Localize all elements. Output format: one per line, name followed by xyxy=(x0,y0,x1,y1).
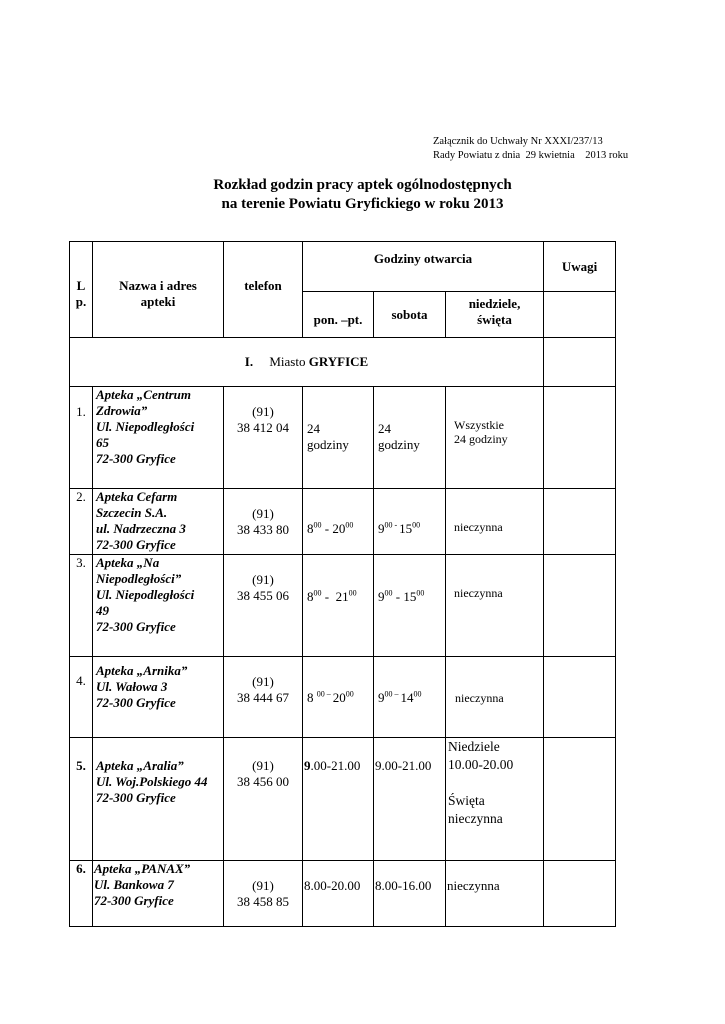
header-lp-line-2: p. xyxy=(75,294,87,309)
name-line: Szczecin S.A. xyxy=(96,505,168,520)
row-lp xyxy=(70,861,93,927)
header-notes-label: Uwagi xyxy=(561,259,598,274)
phone-number: 38 412 04 xyxy=(237,420,289,435)
hour-value: 21 xyxy=(335,589,349,604)
pharmacy-name xyxy=(93,555,224,657)
pharmacy-name xyxy=(93,489,224,555)
hour-bold: 9 xyxy=(304,758,311,773)
section-row xyxy=(70,338,544,387)
phone-area: (91) xyxy=(252,572,274,587)
table-row xyxy=(70,489,616,555)
header-name-line-1: Nazwa i adres xyxy=(119,278,197,293)
phone-area: (91) xyxy=(252,674,274,689)
header-lp xyxy=(70,242,93,338)
section-number: I. xyxy=(244,354,254,369)
minute-value: 00 xyxy=(313,588,322,598)
hour-value: 8 xyxy=(307,521,314,536)
saturday-hours xyxy=(374,489,446,555)
name-line: 49 xyxy=(96,603,109,618)
name-line: Apteka „Aralia” xyxy=(96,758,184,773)
saturday-hours xyxy=(374,387,446,489)
separator: - xyxy=(321,589,336,604)
hour-value: 15 xyxy=(399,521,413,536)
name-line: Ul. Bankowa 7 xyxy=(94,877,174,892)
row-lp-value: 4. xyxy=(76,673,86,688)
phone-number: 38 455 06 xyxy=(237,588,289,603)
minute-value: 00 xyxy=(348,588,357,598)
saturday-hours xyxy=(374,738,446,861)
name-line: 65 xyxy=(96,435,109,450)
pharmacy-name xyxy=(93,387,224,489)
sunday-hours xyxy=(446,738,544,861)
name-line: Ul. Woj.Polskiego 44 xyxy=(96,774,208,789)
header-hours-label: Godziny otwarcia xyxy=(373,251,473,266)
phone-number: 38 458 85 xyxy=(237,894,289,909)
name-line: 72-300 Gryfice xyxy=(94,893,174,908)
minute-value: 00 – xyxy=(316,689,333,699)
sunday-line: Niedziele xyxy=(448,739,500,754)
sunday-value: nieczynna xyxy=(454,586,503,600)
header-weekdays-label: pon. –pt. xyxy=(313,312,363,327)
notes xyxy=(544,555,616,657)
sunday-line: 10.00-20.00 xyxy=(448,757,514,772)
minute-value: 00 xyxy=(345,689,354,699)
minute-value: 00 xyxy=(384,588,393,598)
separator: - xyxy=(321,521,333,536)
minute-value: 00 xyxy=(413,689,422,699)
notes xyxy=(544,738,616,861)
sunday-hours xyxy=(446,489,544,555)
sunday-hours xyxy=(446,657,544,738)
table-row xyxy=(70,861,616,927)
row-lp xyxy=(70,738,93,861)
phone-number: 38 444 67 xyxy=(237,690,289,705)
hours-rest: .00-21.00 xyxy=(310,758,361,773)
hour-value: 14 xyxy=(400,690,414,705)
weekdays-hours xyxy=(303,861,374,927)
name-line: Apteka „Na xyxy=(96,555,160,570)
minute-value: 00 xyxy=(412,520,421,530)
name-line: 72-300 Gryfice xyxy=(96,451,176,466)
pharmacy-name xyxy=(93,657,224,738)
header-name-line-2: apteki xyxy=(140,294,176,309)
header-sunday-line-1: niedziele, xyxy=(468,296,521,311)
sunday-line: nieczynna xyxy=(448,811,503,826)
table-row xyxy=(70,387,616,489)
name-line: 72-300 Gryfice xyxy=(96,619,176,634)
name-line: 72-300 Gryfice xyxy=(96,695,176,710)
hour-value: 9 xyxy=(378,589,385,604)
separator: - xyxy=(392,589,404,604)
title-line-2: na terenie Powiatu Gryfickiego w roku 2013 xyxy=(221,196,504,212)
pharmacy-table xyxy=(69,241,616,927)
name-line: Apteka Cefarm xyxy=(96,489,178,504)
row-lp xyxy=(70,555,93,657)
title-line-1: Rozkład godzin pracy aptek ogólnodostępnych xyxy=(213,177,512,193)
weekdays-hours xyxy=(303,738,374,861)
weekdays-hours xyxy=(303,387,374,489)
hour-value: 9 xyxy=(378,521,385,536)
phone-area: (91) xyxy=(252,878,274,893)
section-notes-empty xyxy=(544,338,616,387)
weekdays-hours xyxy=(303,657,374,738)
name-line: Ul. Wałowa 3 xyxy=(96,679,168,694)
saturday-hours xyxy=(374,555,446,657)
annex-line-1: Załącznik do Uchwały Nr XXXI/237/13 xyxy=(433,136,603,147)
weekdays-line-2: godziny xyxy=(307,437,349,452)
name-line: Ul. Niepodległości xyxy=(96,587,195,602)
sunday-value: nieczynna xyxy=(455,691,504,705)
name-line: Ul. Niepodległości xyxy=(96,419,195,434)
hour-value: 15 xyxy=(403,589,417,604)
name-line: Niepodległości” xyxy=(96,571,182,586)
sunday-line xyxy=(448,774,543,792)
row-lp-value: 5. xyxy=(76,758,86,773)
phone xyxy=(224,738,303,861)
minute-value: 00 xyxy=(416,588,425,598)
notes xyxy=(544,387,616,489)
header-notes xyxy=(544,242,616,292)
annex-line-2: Rady Powiatu z dnia 29 kwietnia 2013 roku xyxy=(433,150,629,161)
saturday-hours xyxy=(374,861,446,927)
annex-note xyxy=(433,135,628,163)
phone xyxy=(224,861,303,927)
weekdays-line-1: 24 xyxy=(307,421,320,436)
notes xyxy=(544,861,616,927)
hour-value: 20 xyxy=(332,690,346,705)
phone-area: (91) xyxy=(252,506,274,521)
row-lp xyxy=(70,657,93,738)
name-line: Apteka „Centrum xyxy=(96,387,191,402)
phone-area: (91) xyxy=(252,404,274,419)
header-lp-line-1: L xyxy=(76,278,86,293)
minute-value: 00 xyxy=(345,520,354,530)
header-sunday xyxy=(446,292,544,338)
header-hours xyxy=(303,242,544,292)
pharmacy-name xyxy=(93,861,224,927)
phone-number: 38 433 80 xyxy=(237,522,289,537)
section-city: GRYFICE xyxy=(308,354,369,369)
row-lp-value: 1. xyxy=(76,404,86,419)
saturday-value: 9.00-21.00 xyxy=(375,758,432,773)
document-title xyxy=(0,176,725,214)
weekdays-hours xyxy=(303,489,374,555)
row-lp-value: 3. xyxy=(76,555,86,570)
sunday-value: nieczynna xyxy=(447,878,500,893)
row-lp-value: 2. xyxy=(76,489,86,504)
hour-value: 20 xyxy=(332,521,346,536)
sunday-line-2: 24 godziny xyxy=(454,432,508,446)
sunday-hours xyxy=(446,387,544,489)
header-phone xyxy=(224,242,303,338)
name-line: 72-300 Gryfice xyxy=(96,790,176,805)
name-line: Apteka „Arnika” xyxy=(96,663,188,678)
phone xyxy=(224,555,303,657)
header-notes-empty xyxy=(544,292,616,338)
notes xyxy=(544,489,616,555)
name-line: ul. Nadrzeczna 3 xyxy=(96,521,186,536)
name-line: 72-300 Gryfice xyxy=(96,537,176,552)
notes xyxy=(544,657,616,738)
hour-value: 8 xyxy=(307,589,314,604)
header-saturday-label: sobota xyxy=(391,307,428,322)
header-saturday xyxy=(374,292,446,338)
header-phone-label: telefon xyxy=(244,278,282,293)
name-line: Zdrowia” xyxy=(96,403,148,418)
phone xyxy=(224,489,303,555)
table-row xyxy=(70,555,616,657)
name-line: Apteka „PANAX” xyxy=(94,861,191,876)
header-sunday-line-2: święta xyxy=(477,312,512,327)
weekdays-value: 8.00-20.00 xyxy=(304,878,361,893)
phone xyxy=(224,387,303,489)
hour-value: 9 xyxy=(378,690,385,705)
table-row xyxy=(70,738,616,861)
header-weekdays xyxy=(303,292,374,338)
saturday-value: 8.00-16.00 xyxy=(375,878,432,893)
minute-value: 00 - xyxy=(384,520,400,530)
saturday-hours xyxy=(374,657,446,738)
row-lp xyxy=(70,489,93,555)
table-row xyxy=(70,657,616,738)
pharmacy-name xyxy=(93,738,224,861)
phone-area: (91) xyxy=(252,758,274,773)
section-label: Miasto xyxy=(269,354,306,369)
saturday-line-2: godziny xyxy=(378,437,420,452)
minute-value: 00 – xyxy=(384,689,401,699)
sunday-hours xyxy=(446,555,544,657)
minute-value: 00 xyxy=(313,520,322,530)
saturday-line-1: 24 xyxy=(378,421,391,436)
sunday-hours xyxy=(446,861,544,927)
row-lp xyxy=(70,387,93,489)
sunday-line: Święta xyxy=(448,793,485,808)
row-lp-value: 6. xyxy=(76,861,86,876)
phone-number: 38 456 00 xyxy=(237,774,289,789)
phone xyxy=(224,657,303,738)
sunday-line-1: Wszystkie xyxy=(454,418,504,432)
hour-value: 8 xyxy=(307,690,317,705)
header-name xyxy=(93,242,224,338)
sunday-value: nieczynna xyxy=(454,520,503,534)
weekdays-hours xyxy=(303,555,374,657)
